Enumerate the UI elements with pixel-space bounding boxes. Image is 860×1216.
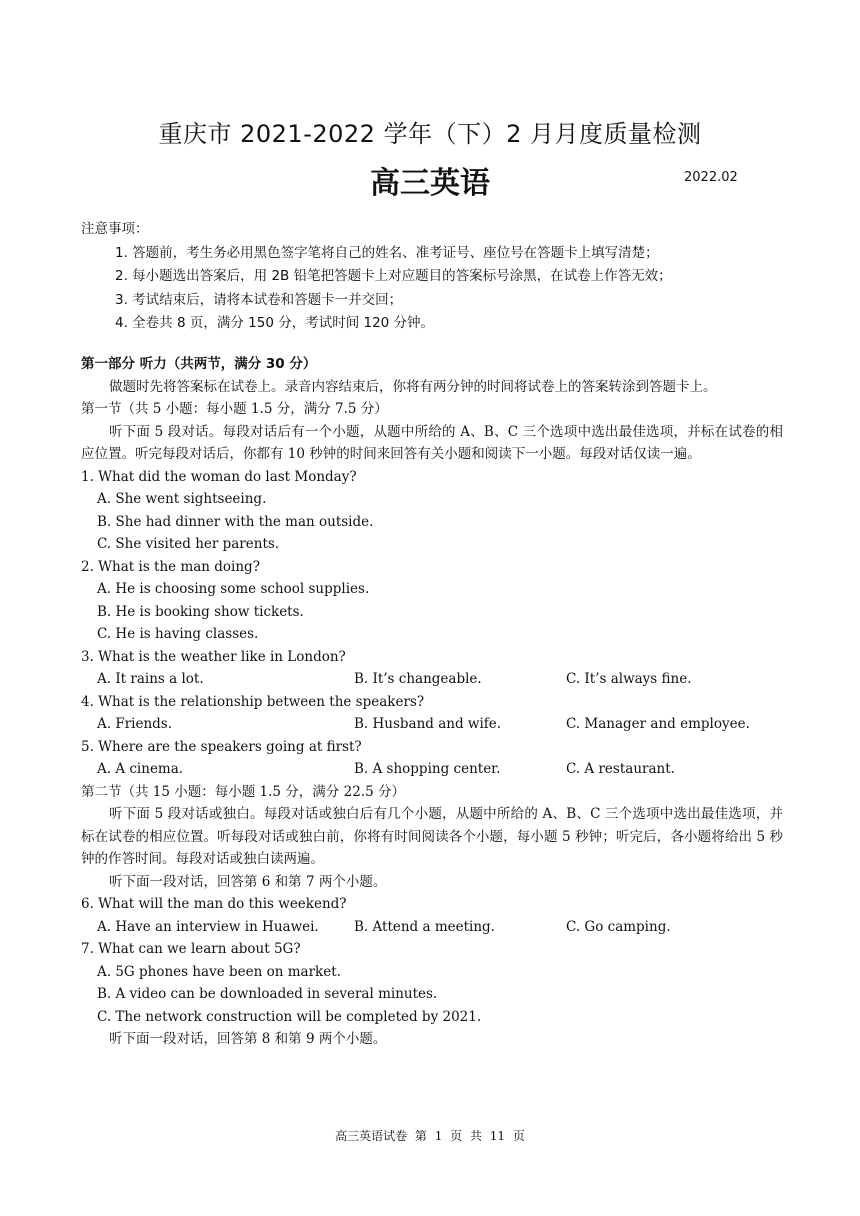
option-c: C. Go camping. <box>566 918 671 935</box>
question-5: 5. Where are the speakers going at first? <box>81 738 362 755</box>
section2-heading: 第二节（共 15 小题：每小题 1.5 分，满分 22.5 分） <box>81 783 405 800</box>
question-7: 7. What can we learn about 5G? <box>81 941 301 957</box>
question-2: 2. What is the man doing? <box>81 558 260 575</box>
question-1: 1. What did the woman do last Monday? <box>81 468 357 485</box>
part1-listening <box>81 353 783 1051</box>
part1-intro: 做题时先将答案标在试卷上。录音内容结束后，你将有两分钟的时间将试卷上的答案转涂到答题卡上。 <box>109 378 717 395</box>
option-c: C. She visited her parents. <box>97 536 280 552</box>
options-row <box>81 668 783 691</box>
option-a: A. Have an interview in Huawei. <box>97 918 319 935</box>
option-c: C. It’s always fine. <box>566 671 692 687</box>
section2-intro: 听下面 5 段对话或独白。每段对话或独白后有几个小题，从题中所给的 A、B、C 三个选项中选出最佳选项，并标在试卷的相应位置。听每段对话或独白前，你将有时间阅读各个小题，每小题 5 秒钟；听完后，各小题将给出 5 秒钟的作答时间。每段对话或独白读两遍。 <box>81 806 783 867</box>
options-row <box>81 713 783 736</box>
dialog-instruction: 听下面一段对话，回答第 8 和第 9 两个小题。 <box>109 1031 387 1047</box>
section1-intro: 听下面 5 段对话。每段对话后有一个小题，从题中所给的 A、B、C 三个选项中选出最佳选项，并标在试卷的相应位置。听完每段对话后，你都有 10 秒钟的时间来回答有关小题和阅读下一小题。每段对话仅读一遍。 <box>81 423 783 462</box>
section1-heading: 第一节（共 5 小题：每小题 1.5 分，满分 7.5 分） <box>81 401 388 417</box>
option-a: A. She went sightseeing. <box>97 491 267 507</box>
question-6: 6. What will the man do this weekend? <box>81 896 347 912</box>
option-b: B. Husband and wife. <box>354 716 502 732</box>
options-row <box>81 916 783 939</box>
exam-subject: 高三英语 <box>370 166 490 201</box>
option-b: B. He is booking show tickets. <box>97 603 304 620</box>
notice-item: 2. 每小题选出答案后，用 2B 铅笔把答题卡上对应题目的答案标号涂黑，在试卷上作答无效； <box>115 268 672 284</box>
option-a: A. Friends. <box>97 716 173 732</box>
option-b: B. A video can be downloaded in several minutes. <box>97 986 438 1002</box>
notice-item: 4. 全卷共 8 页，满分 150 分，考试时间 120 分钟。 <box>115 315 435 331</box>
notice-block <box>81 218 781 336</box>
option-a: A. He is choosing some school supplies. <box>97 581 370 597</box>
dialog-instruction: 听下面一段对话，回答第 6 和第 7 两个小题。 <box>109 873 387 890</box>
option-c: C. Manager and employee. <box>566 716 750 732</box>
option-b: B. She had dinner with the man outside. <box>97 513 374 530</box>
option-b: B. It’s changeable. <box>354 671 482 687</box>
question-4: 4. What is the relationship between the speakers? <box>81 693 425 710</box>
part1-heading: 第一部分 听力（共两节，满分 30 分） <box>81 356 317 372</box>
option-b: B. A shopping center. <box>354 761 501 777</box>
exam-title: 重庆市 2021-2022 学年（下）2 月月度质量检测 <box>158 120 702 148</box>
option-b: B. Attend a meeting. <box>354 918 495 935</box>
option-c: C. The network construction will be completed by 2021. <box>97 1008 482 1025</box>
page-footer: 高三英语试卷 第 1 页 共 11 页 <box>335 1129 525 1143</box>
option-c: C. A restaurant. <box>566 761 675 777</box>
options-row <box>81 758 783 781</box>
exam-date: 2022.02 <box>684 170 738 185</box>
notice-item: 3. 考试结束后，请将本试卷和答题卡一并交回； <box>115 291 403 308</box>
notice-heading: 注意事项： <box>81 221 149 237</box>
option-c: C. He is having classes. <box>97 626 259 642</box>
option-a: A. A cinema. <box>97 761 184 777</box>
question-3: 3. What is the weather like in London? <box>81 648 346 665</box>
notice-item: 1. 答题前，考生务必用黑色签字笔将自己的姓名、准考证号、座位号在答题卡上填写清楚； <box>115 244 659 261</box>
option-a: A. It rains a lot. <box>97 671 204 687</box>
option-a: A. 5G phones have been on market. <box>97 963 341 980</box>
